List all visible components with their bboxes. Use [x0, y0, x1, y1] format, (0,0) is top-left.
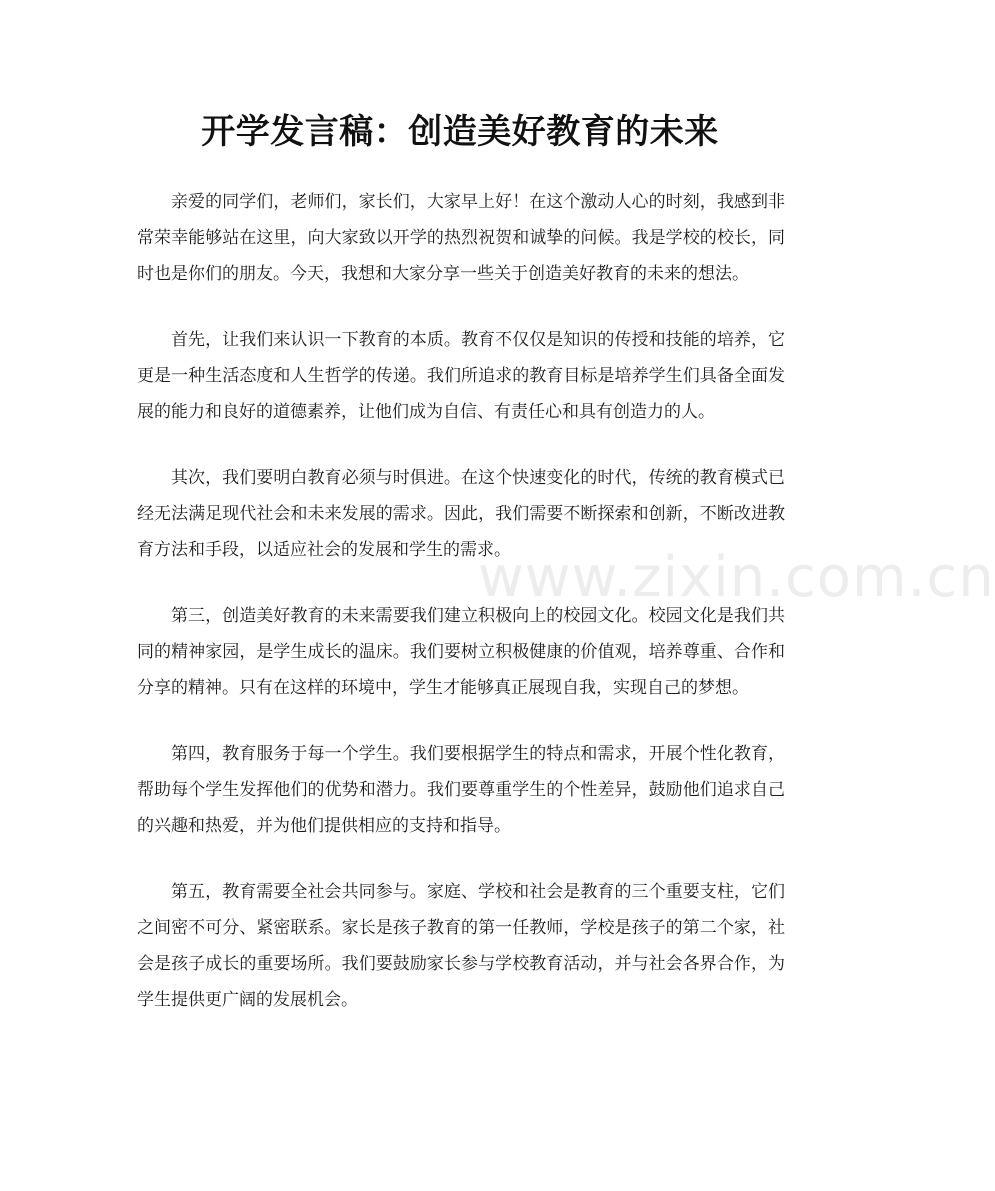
paragraph-second: 其次，我们要明白教育必须与时俱进。在这个快速变化的时代，传统的教育模式已经无法满足现代社会和未来发展的需求。因此，我们需要不断探索和创新，不断改进教育方法和手段，以适应社会的发展和学生的需求。: [137, 468, 785, 560]
paragraph-first: 首先，让我们来认识一下教育的本质。教育不仅仅是知识的传授和技能的培养，它更是一种生活态度和人生哲学的传递。我们所追求的教育目标是培养学生们具备全面发展的能力和良好的道德素养，让他们成为自信、有责任心和具有创造力的人。: [137, 330, 785, 422]
paragraph-third: 第三，创造美好教育的未来需要我们建立积极向上的校园文化。校园文化是我们共同的精神家园，是学生成长的温床。我们要树立积极健康的价值观，培养尊重、合作和分享的精神。只有在这样的环境中，学生才能够真正展现自我，实现自己的梦想。: [137, 606, 785, 698]
watermark: www.zixin.com.cn: [478, 545, 995, 610]
paragraph-fourth: 第四，教育服务于每一个学生。我们要根据学生的特点和需求，开展个性化教育，帮助每个学生发挥他们的优势和潜力。我们要尊重学生的个性差异，鼓励他们追求自己的兴趣和热爱，并为他们提供相应的支持和指导。: [137, 744, 785, 836]
paragraph-fifth: 第五，教育需要全社会共同参与。家庭、学校和社会是教育的三个重要支柱，它们之间密不可分、紧密联系。家长是孩子教育的第一任教师，学校是孩子的第二个家，社会是孩子成长的重要场所。我们要鼓励家长参与学校教育活动，并与社会各界合作，为学生提供更广阔的发展机会。: [137, 882, 785, 1010]
document-body: [137, 184, 785, 1048]
page-title: 开学发言稿：创造美好教育的未来: [201, 112, 719, 152]
paragraph-greeting: 亲爱的同学们，老师们，家长们，大家早上好！在这个激动人心的时刻，我感到非常荣幸能够站在这里，向大家致以开学的热烈祝贺和诚挚的问候。我是学校的校长，同时也是你们的朋友。今天，我想和大家分享一些关于创造美好教育的未来的想法。: [137, 192, 785, 284]
